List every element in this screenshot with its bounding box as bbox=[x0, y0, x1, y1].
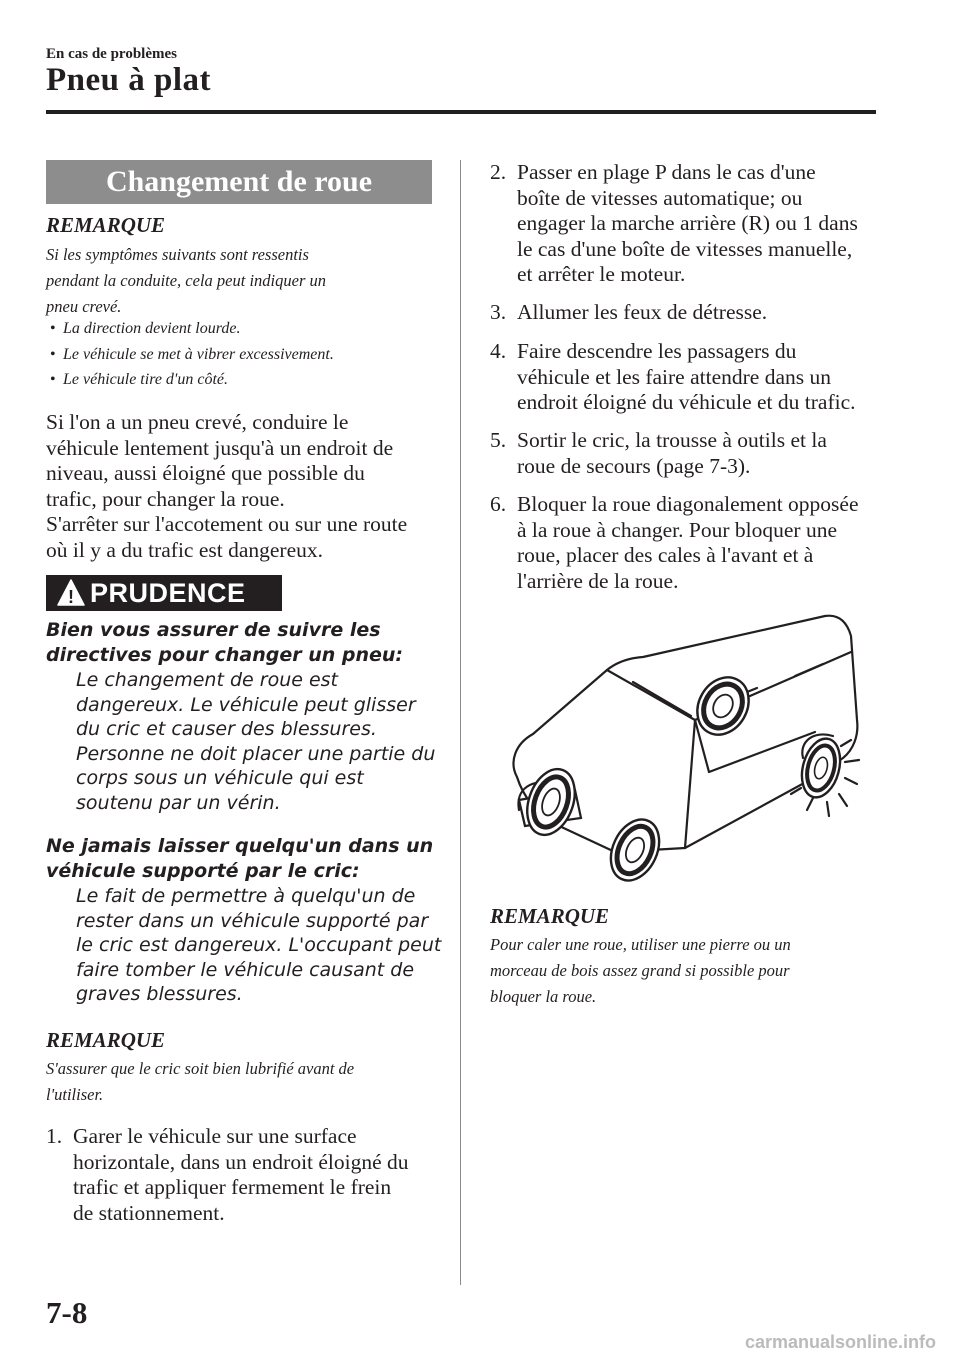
note-line: Si les symptômes suivants sont ressentis bbox=[46, 245, 309, 264]
caution-body-2: Le fait de permettre à quelqu'un de rester dans un véhicule supporté par le cric est dangereux. L'occupant peut faire tomber le véhicule causant de graves blessures. bbox=[76, 885, 442, 1005]
step-4: 4. Faire descendre les passagers du véhicule et les faire attendre dans un endroit éloigné du véhicule et du trafic. bbox=[490, 339, 856, 414]
section-banner: Changement de roue bbox=[46, 160, 432, 204]
step-6: 6. Bloquer la roue diagonalement opposée à la roue à changer. Pour bloquer une roue, placer des cales à l'avant et à l'arrière de la roue. bbox=[490, 492, 859, 593]
caution-body-1: Le changement de roue est dangereux. Le véhicule peut glisser du cric et causer des blessures. Personne ne doit placer une partie du corps sous un véhicule qui est soutenu par un vérin. bbox=[76, 669, 436, 814]
note-heading: REMARQUE bbox=[490, 904, 610, 928]
bullet-icon: • bbox=[50, 345, 56, 363]
wheel-chocked bbox=[519, 763, 584, 842]
note-line: pneu crevé. bbox=[46, 297, 122, 316]
page-number: 7-8 bbox=[46, 1295, 88, 1330]
section-label: En cas de problèmes bbox=[46, 46, 177, 62]
step-5: 5. Sortir le cric, la trousse à outils et la roue de secours (page 7-3). bbox=[490, 428, 827, 478]
note-text: S'assurer que le cric soit bien lubrifié avant de l'utiliser. bbox=[46, 1059, 355, 1104]
caution-heading-2: Ne jamais laisser quelqu'un dans un véhicule supporté par le cric: bbox=[46, 835, 434, 882]
list-item: • Le véhicule se met à vibrer excessivement. bbox=[50, 342, 334, 368]
note-heading: REMARQUE bbox=[46, 213, 166, 237]
note-text bbox=[46, 242, 446, 320]
note-line: pendant la conduite, cela peut indiquer un bbox=[46, 271, 326, 290]
warning-icon bbox=[57, 579, 85, 615]
wheel-chock-illustration bbox=[495, 612, 875, 882]
svg-text:!: ! bbox=[68, 587, 74, 606]
column-divider bbox=[460, 160, 461, 1285]
symptom-list bbox=[50, 316, 334, 393]
list-item: • La direction devient lourde. bbox=[50, 316, 334, 342]
wheel-bottom bbox=[602, 812, 669, 882]
intro-paragraph: Si l'on a un pneu crevé, conduire le véhicule lentement jusqu'à un endroit de niveau, aussi éloigné que possible du trafic, pour changer la roue. S'arrêter sur l'accotement ou sur une route où il y a du trafic est dangereux. bbox=[46, 410, 408, 562]
bullet-icon: • bbox=[50, 320, 56, 337]
caution-text: PRUDENCE bbox=[90, 578, 246, 608]
caution-heading-1: Bien vous assurer de suivre les directives pour changer un pneu: bbox=[46, 619, 404, 666]
caution-label bbox=[46, 575, 282, 611]
note-heading: REMARQUE bbox=[46, 1028, 166, 1052]
step-1: 1. Garer le véhicule sur une surface horizontale, dans un endroit éloigné du trafic et appliquer fermement le frein de stationnement. bbox=[46, 1124, 409, 1225]
page-title: Pneu à plat bbox=[46, 62, 212, 98]
step-2: 2. Passer en plage P dans le cas d'une boîte de vitesses automatique; ou engager la marche arrière (R) ou 1 dans le cas d'une boîte de vitesses manuelle, et arrêter le moteur. bbox=[490, 160, 858, 286]
step-3: 3. Allumer les feux de détresse. bbox=[490, 300, 768, 324]
watermark: carmanualsonline.info bbox=[744, 1332, 936, 1352]
bullet-icon: • bbox=[50, 371, 56, 388]
header-divider bbox=[46, 110, 876, 114]
list-item: • Le véhicule tire d'un côté. bbox=[50, 367, 334, 393]
note-text: Pour caler une roue, utiliser une pierre ou un morceau de bois assez grand si possible pour bloquer la roue. bbox=[490, 935, 791, 1006]
